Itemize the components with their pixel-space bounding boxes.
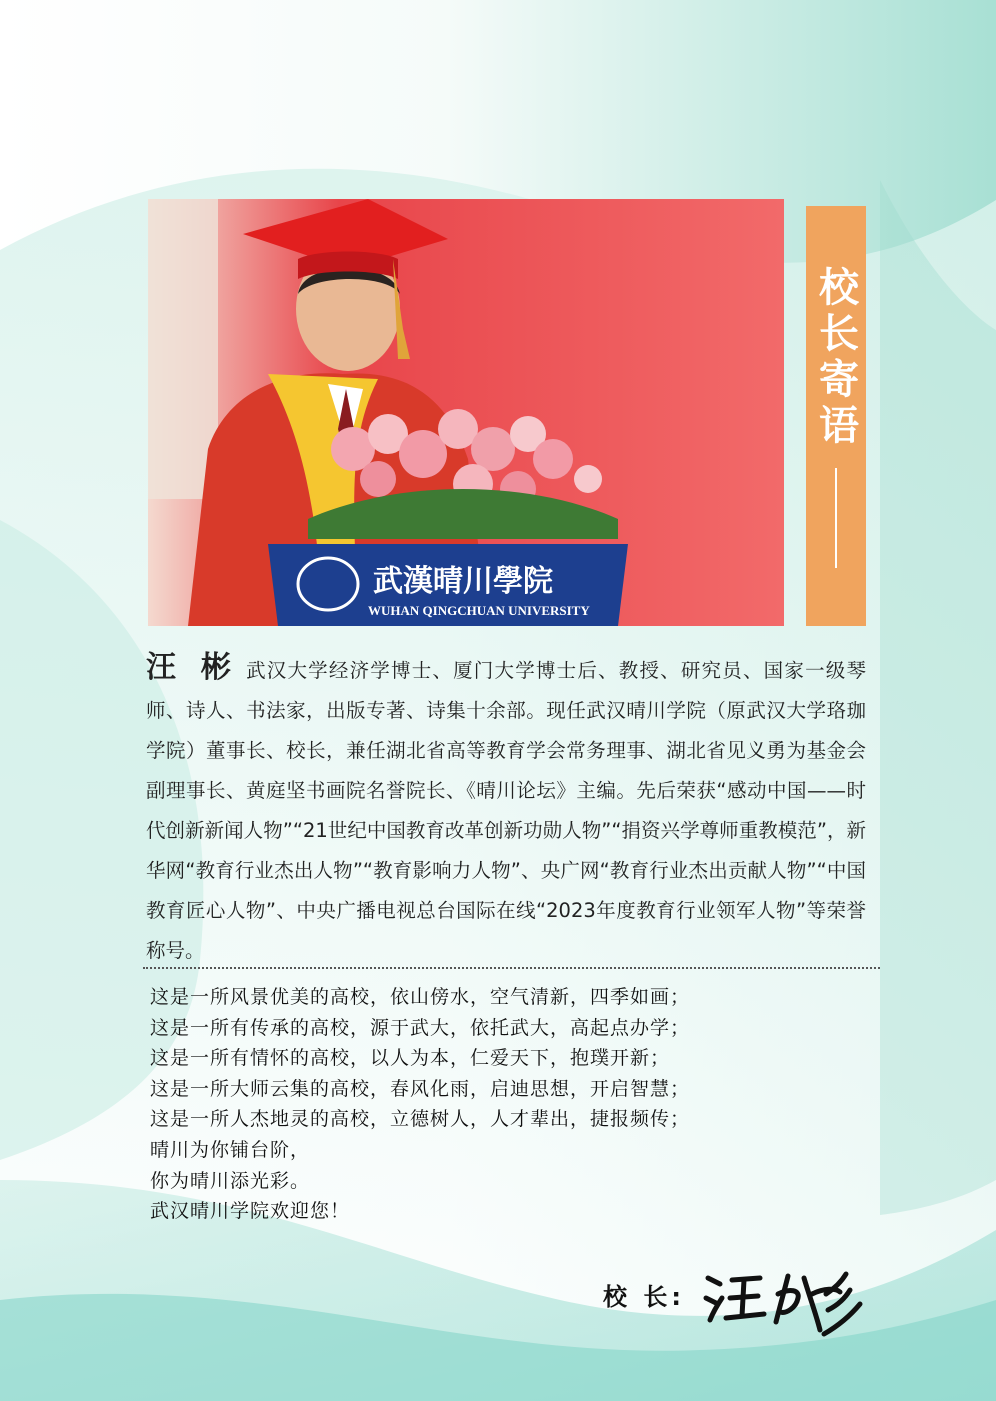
welcome-poem — [150, 982, 880, 1227]
poem-line: 这是一所有传承的高校，源于武大，依托武大，高起点办学； — [150, 1016, 691, 1039]
bio-paragraph — [146, 648, 866, 971]
podium-name-cn: 武漢晴川學院 — [373, 564, 553, 599]
bio-text: 武汉大学经济学博士、厦门大学博士后、教授、研究员、国家一级琴师、诗人、书法家，出版专著、诗集十余部。现任武汉晴川学院（原武汉大学珞珈学院）董事长、校长，兼任湖北省高等教育学会常务理事、湖北省见义勇为基金会副理事长、黄庭坚书画院名誉院长、《晴川论坛》主编。先后荣获“感动中国——时代创新新闻人物”“21世纪中国教育改革创新功勋人物”“捐资兴学尊师重教模范”，新华网“教育行业杰出人物”“教育影响力人物”、央广网“教育行业杰出贡献人物”“中国教育匠心人物”、中央广播电视总台国际在线“2023年度教育行业领军人物”等荣誉称号。 — [146, 659, 866, 962]
section-title-line — [835, 468, 837, 568]
president-photo — [148, 199, 784, 626]
dotted-divider — [143, 967, 880, 969]
poem-line: 晴川为你铺台阶， — [150, 1138, 311, 1161]
signature-label: 校 长: — [603, 1283, 685, 1311]
president-name: 汪 彬 — [146, 650, 239, 685]
poem-line: 你为晴川添光彩。 — [150, 1169, 311, 1192]
poem-line: 武汉晴川学院欢迎您！ — [150, 1200, 351, 1223]
poem-line: 这是一所人杰地灵的高校，立德树人，人才辈出，捷报频传； — [150, 1108, 691, 1131]
poem-line: 这是一所大师云集的高校，春风化雨，启迪思想，开启智慧； — [150, 1077, 691, 1100]
podium-name-en: WUHAN QINGCHUAN UNIVERSITY — [368, 603, 590, 618]
handwritten-signature — [700, 1258, 870, 1338]
poem-line: 这是一所有情怀的高校，以人为本，仁爱天下，抱璞开新； — [150, 1047, 671, 1070]
poem-line: 这是一所风景优美的高校，依山傍水，空气清新，四季如画； — [150, 986, 691, 1008]
section-title-tag — [806, 206, 866, 626]
section-title: 校长寄语 — [812, 266, 860, 450]
